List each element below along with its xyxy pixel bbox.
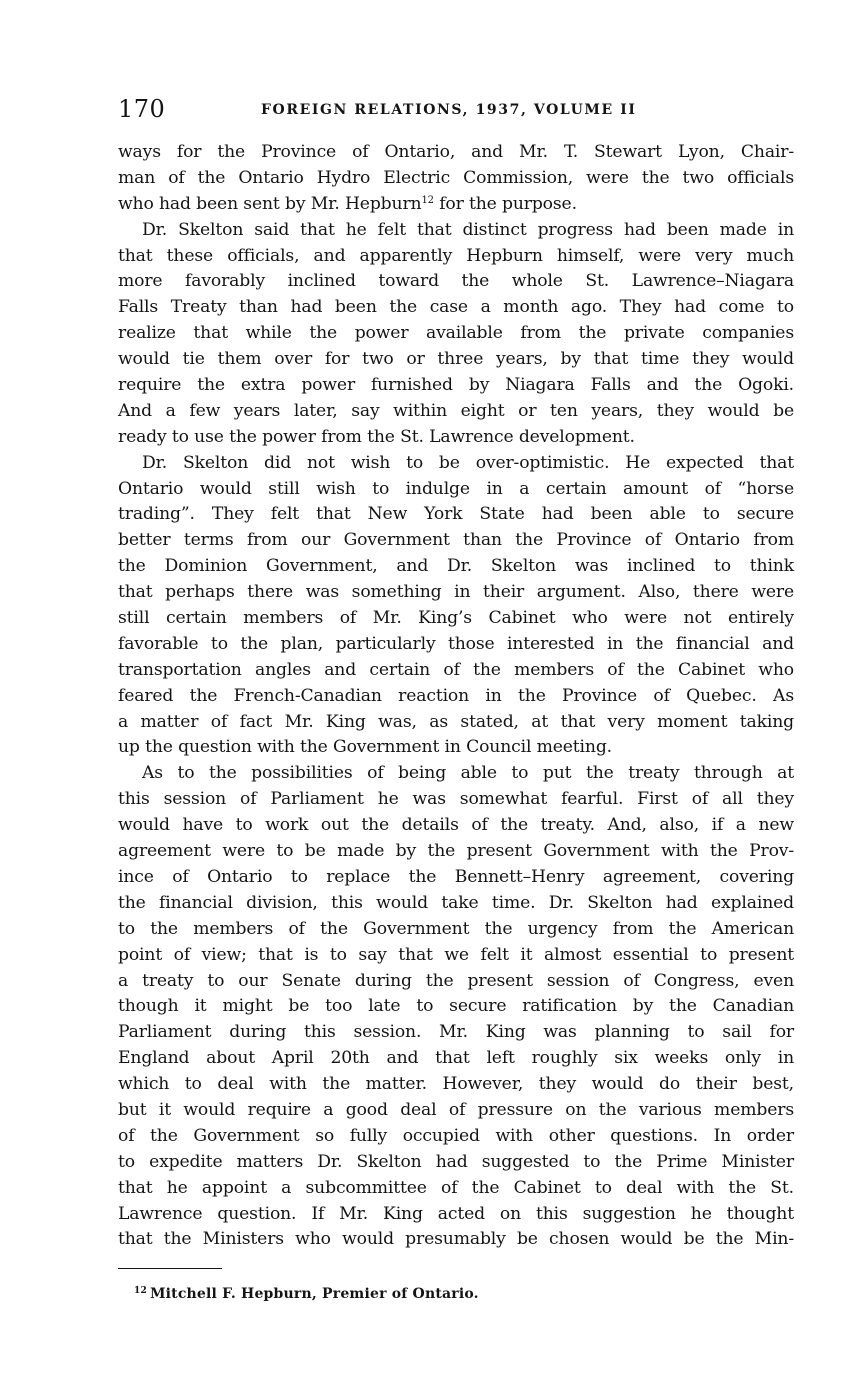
text-line: ways for the Province of Ontario, and Mr. T. Stewart Lyon, Chair- xyxy=(118,142,794,162)
text-line: Falls Treaty than had been the case a month ago. They had come to xyxy=(118,297,794,318)
text-line: And a few years later, say within eight or ten years, they would be xyxy=(118,400,794,421)
text-line: Parliament during this session. Mr. King was planning to sail for xyxy=(118,1022,794,1043)
text-line: ince of Ontario to replace the Bennett–Henry agreement, covering xyxy=(118,866,794,887)
page-number: 170 xyxy=(118,95,166,123)
text-line: better terms from our Government than the Province of Ontario from xyxy=(118,530,794,551)
text-segment: who had been sent by Mr. Hepburn xyxy=(118,193,422,214)
text-line: trading”. They felt that New York State had been able to secure xyxy=(118,504,794,525)
text-line: still certain members of Mr. King’s Cabinet who were not entirely xyxy=(118,608,794,629)
text-line: require the extra power furnished by Niagara Falls and the Ogoki. xyxy=(118,375,794,396)
text-line: that these officials, and apparently Hepburn himself, were very much xyxy=(118,245,794,266)
paragraph-4 xyxy=(118,761,794,1253)
text-line: a treaty to our Senate during the present session of Congress, even xyxy=(118,970,794,991)
text-line: agreement were to be made by the present Government with the Prov- xyxy=(118,841,794,862)
text-line: England about April 20th and that left roughly six weeks only in xyxy=(118,1048,794,1069)
running-head: FOREIGN RELATIONS, 1937, VOLUME II xyxy=(261,102,637,118)
text-line: Ontario would still wish to indulge in a certain amount of “horse xyxy=(118,478,794,499)
text-line: which to deal with the matter. However, they would do their best, xyxy=(118,1074,794,1095)
text-line: Lawrence question. If Mr. King acted on this suggestion he thought xyxy=(118,1203,794,1224)
text-line: a matter of fact Mr. King was, as stated, at that very moment taking xyxy=(118,711,794,732)
text-line xyxy=(118,192,794,218)
text-line: feared the French-Canadian reaction in the Province of Quebec. As xyxy=(118,685,794,706)
text-line: up the question with the Government in Council meeting. xyxy=(118,737,612,758)
footnote xyxy=(134,1284,479,1304)
footnote-mark: 12 xyxy=(134,1286,147,1296)
text-line: the Dominion Government, and Dr. Skelton was inclined to think xyxy=(118,556,794,577)
paragraph-3 xyxy=(118,451,794,762)
text-line: this session of Parliament he was somewhat fearful. First of all they xyxy=(118,789,794,810)
text-line: As to the possibilities of being able to put the treaty through at xyxy=(142,763,794,784)
paragraph-1 xyxy=(118,140,794,218)
text-line: though it might be too late to secure ratification by the Canadian xyxy=(118,996,794,1017)
text-line: favorable to the plan, particularly those interested in the financial and xyxy=(118,633,794,654)
footnote-text: Mitchell F. Hepburn, Premier of Ontario. xyxy=(149,1286,479,1302)
text-line: that the Ministers who would presumably be chosen would be the Min- xyxy=(118,1229,794,1250)
text-line: of the Government so fully occupied with other questions. In order xyxy=(118,1125,794,1146)
text-line: to expedite matters Dr. Skelton had suggested to the Prime Minister xyxy=(118,1151,794,1172)
page-header xyxy=(118,92,794,128)
text-line: the financial division, this would take time. Dr. Skelton had explained xyxy=(118,892,794,913)
text-line: point of view; that is to say that we felt it almost essential to present xyxy=(118,944,794,965)
text-line: realize that while the power available from the private companies xyxy=(118,323,794,344)
text-line: transportation angles and certain of the members of the Cabinet who xyxy=(118,659,794,680)
text-line: man of the Ontario Hydro Electric Commission, were the two officials xyxy=(118,167,794,188)
body-text xyxy=(118,140,794,1253)
text-line: Dr. Skelton said that he felt that distinct progress had been made in xyxy=(142,219,794,240)
footnote-rule xyxy=(118,1268,222,1269)
text-line: to the members of the Government the urgency from the American xyxy=(118,918,794,939)
footnote-reference: 12 xyxy=(421,194,434,206)
text-line: that perhaps there was something in their argument. Also, there were xyxy=(118,582,794,603)
paragraph-2 xyxy=(118,218,794,451)
text-segment: for the purpose. xyxy=(433,193,577,214)
text-line: but it would require a good deal of pressure on the various members xyxy=(118,1099,794,1120)
text-line: that he appoint a subcommittee of the Cabinet to deal with the St. xyxy=(118,1177,794,1198)
text-line: more favorably inclined toward the whole St. Lawrence–Niagara xyxy=(118,271,794,292)
text-line: Dr. Skelton did not wish to be over-optimistic. He expected that xyxy=(142,452,794,473)
text-line: would have to work out the details of the treaty. And, also, if a new xyxy=(118,815,794,836)
text-line: would tie them over for two or three years, by that time they would xyxy=(118,349,794,370)
text-line: ready to use the power from the St. Lawrence development. xyxy=(118,426,635,447)
